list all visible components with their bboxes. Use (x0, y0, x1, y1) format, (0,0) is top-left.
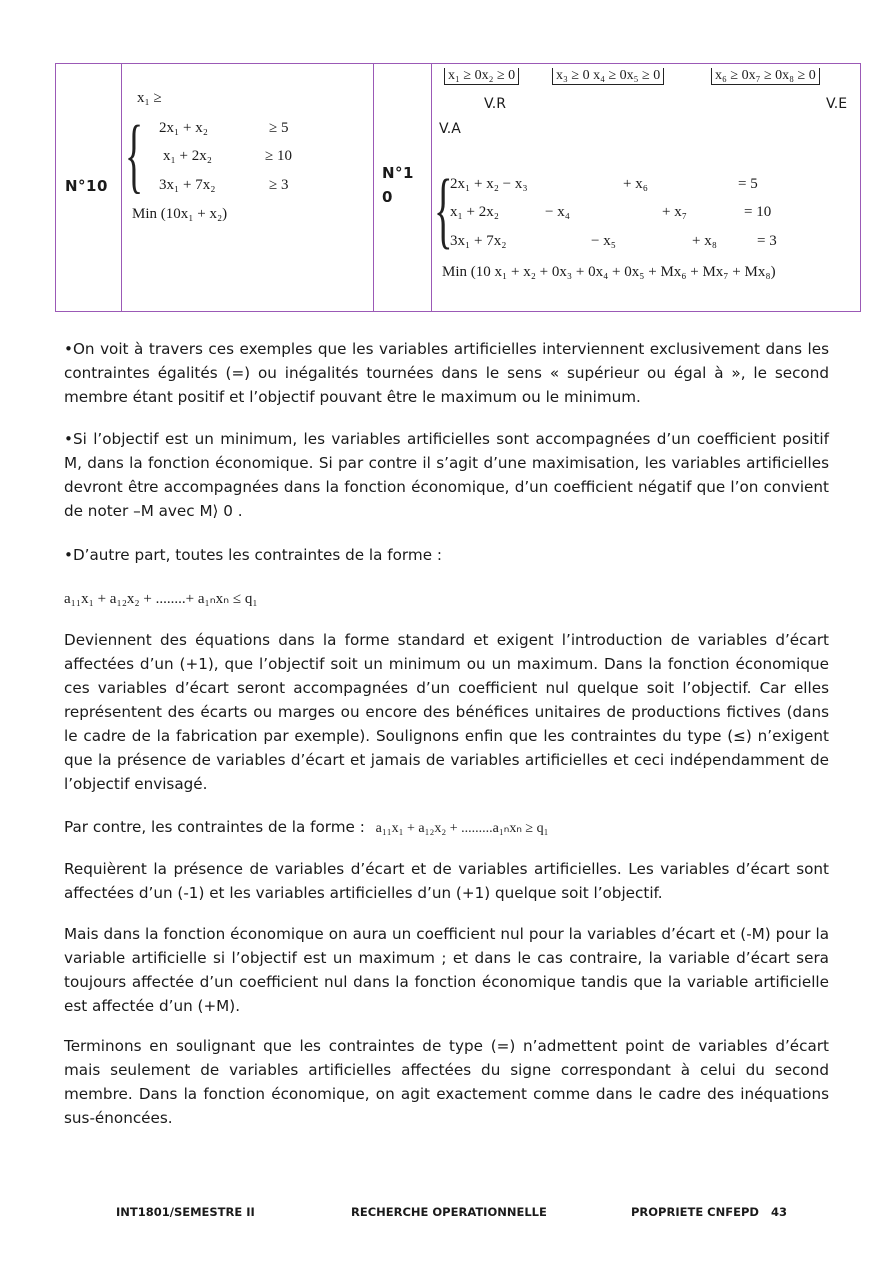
right-art-2: + x₇ (662, 204, 687, 220)
table-divider (121, 64, 122, 311)
left-rhs-2: ≥ 10 (265, 148, 292, 164)
tag-real-vars: V.R (484, 96, 506, 112)
left-first-line: x₁ ≥ (137, 90, 162, 106)
paragraph-greater-form (64, 815, 829, 841)
tag-artificial-vars: V.A (439, 121, 461, 137)
right-slack-3: − x₅ (591, 233, 616, 249)
footer-course-title: RECHERCHE OPERATIONNELLE (351, 1205, 547, 1219)
formula-less-equal: a₁₁x₁ + a₁₂x₂ + ........+ a₁ₙxₙ ≤ q₁ (64, 591, 258, 607)
paragraph-text: Deviennent des équations dans la forme standard et exigent l’introduction de variables d’écart affectées d’un (+1), que l’objectif soit un minimum ou un maximum. Dans la fonction économique ces variables d’écart seront accompagnées d’un coefficient nul quelque soit l’objectif. Car elles représentent des écarts ou marges ou encore des bénéfices unitaires de productions fictives (dans le cadre de la fabrication par exemple). Soulignons enfin que les contraintes du type (≤) n’exigent que la présence de variables d’écart et jamais de variables artificielles et ceci indépendamment de l’objectif envisagé. (64, 631, 829, 793)
table-divider (373, 64, 374, 311)
paragraph-equality-constraints (64, 1034, 829, 1130)
footer-course-code: INT1801/SEMESTRE II (116, 1205, 255, 1219)
left-eq-1: 2x₁ + x₂ (159, 120, 208, 136)
row-label-right-a: N°1 (382, 164, 414, 182)
paragraph-lead: Par contre, les contraintes de la forme : (64, 818, 365, 836)
right-rhs-2: = 10 (744, 204, 772, 220)
paragraph-constraint-form (64, 543, 829, 567)
paragraph-require-both (64, 857, 829, 905)
right-rhs-3: = 3 (757, 233, 777, 249)
right-art-1: + x₆ (623, 176, 648, 192)
paragraph-minimum-objective (64, 427, 829, 523)
paragraph-standard-form (64, 628, 829, 796)
vars-slack-group: x₃ ≥ 0 x₄ ≥ 0x₅ ≥ 0 (552, 68, 664, 85)
right-eq-2: x₁ + 2x₂ (450, 204, 499, 220)
paragraph-text: Terminons en soulignant que les contraintes de type (=) n’admettent point de variables d’écart mais seulement de variables artificielles affectées du signe correspondant à celui du second membre. Dans la fonction économique, on agit exactement comme dans le cadre des inéquations sus-énoncées. (64, 1037, 829, 1127)
left-rhs-1: ≥ 5 (269, 120, 289, 136)
right-system-brace: { (434, 161, 453, 257)
left-system-brace: { (125, 109, 144, 202)
page-number: 43 (771, 1205, 788, 1219)
paragraph-text: •D’autre part, toutes les contraintes de la forme : (64, 546, 442, 564)
paragraph-text: Requièrent la présence de variables d’écart et de variables artificielles. Les variables d’écart sont affectées d’un (-1) et les variables artificielles d’un (+1) quelque soit l’objectif. (64, 860, 829, 902)
row-label-left: N°10 (65, 177, 108, 195)
left-rhs-3: ≥ 3 (269, 177, 289, 193)
formula-greater-equal: a₁₁x₁ + a₁₂x₂ + .........a₁ₙxₙ ≥ q₁ (375, 821, 549, 836)
right-objective: Min (10 x₁ + x₂ + 0x₃ + 0x₄ + 0x₅ + Mx₆ + Mx₇ + Mx₈) (442, 264, 776, 280)
paragraph-text: Mais dans la fonction économique on aura un coefficient nul pour la variables d’écart et (-M) pour la variable artificielle si l’objectif est un maximum ; et dans le cas contraire, la variable d’écart sera toujours affectée d’un coefficient nul dans la fonction économique tandis que la variable artificielle est affectée d’un (+M). (64, 925, 829, 1015)
example-table (55, 63, 861, 312)
right-eq-3: 3x₁ + 7x₂ (450, 233, 507, 249)
right-rhs-1: = 5 (738, 176, 758, 192)
paragraph-artificial-usage (64, 337, 829, 409)
right-eq-1: 2x₁ + x₂ − x₃ (450, 176, 528, 192)
paragraph-text: •On voit à travers ces exemples que les variables artificielles interviennent exclusivement dans les contraintes égalités (=) ou inégalités tournées dans le sens « supérieur ou égal à », le second membre étant positif et l’objectif pouvant être le maximum ou le minimum. (64, 340, 829, 406)
vars-real-group: x₁ ≥ 0x₂ ≥ 0 (444, 68, 519, 85)
vars-artificial-group: x₆ ≥ 0x₇ ≥ 0x₈ ≥ 0 (711, 68, 820, 85)
left-eq-2: x₁ + 2x₂ (163, 148, 212, 164)
right-slack-2: − x₄ (545, 204, 570, 220)
tag-slack-vars: V.E (826, 96, 848, 112)
left-objective: Min (10x₁ + x₂) (132, 206, 228, 222)
paragraph-economic-function (64, 922, 829, 1018)
left-eq-3: 3x₁ + 7x₂ (159, 177, 216, 193)
row-label-right-b: 0 (382, 188, 393, 206)
right-art-3: + x₈ (692, 233, 717, 249)
paragraph-text: •Si l’objectif est un minimum, les variables artificielles sont accompagnées d’un coefficient positif M, dans la fonction économique. Si par contre il s’agit d’une maximisation, les variables artificielles devront être accompagnées dans la fonction économique, d’un coefficient négatif que l’on convient de noter –M avec M⟩ 0 . (64, 430, 829, 520)
footer-owner: PROPRIETE CNFEPD (631, 1205, 759, 1219)
table-divider (431, 64, 432, 311)
